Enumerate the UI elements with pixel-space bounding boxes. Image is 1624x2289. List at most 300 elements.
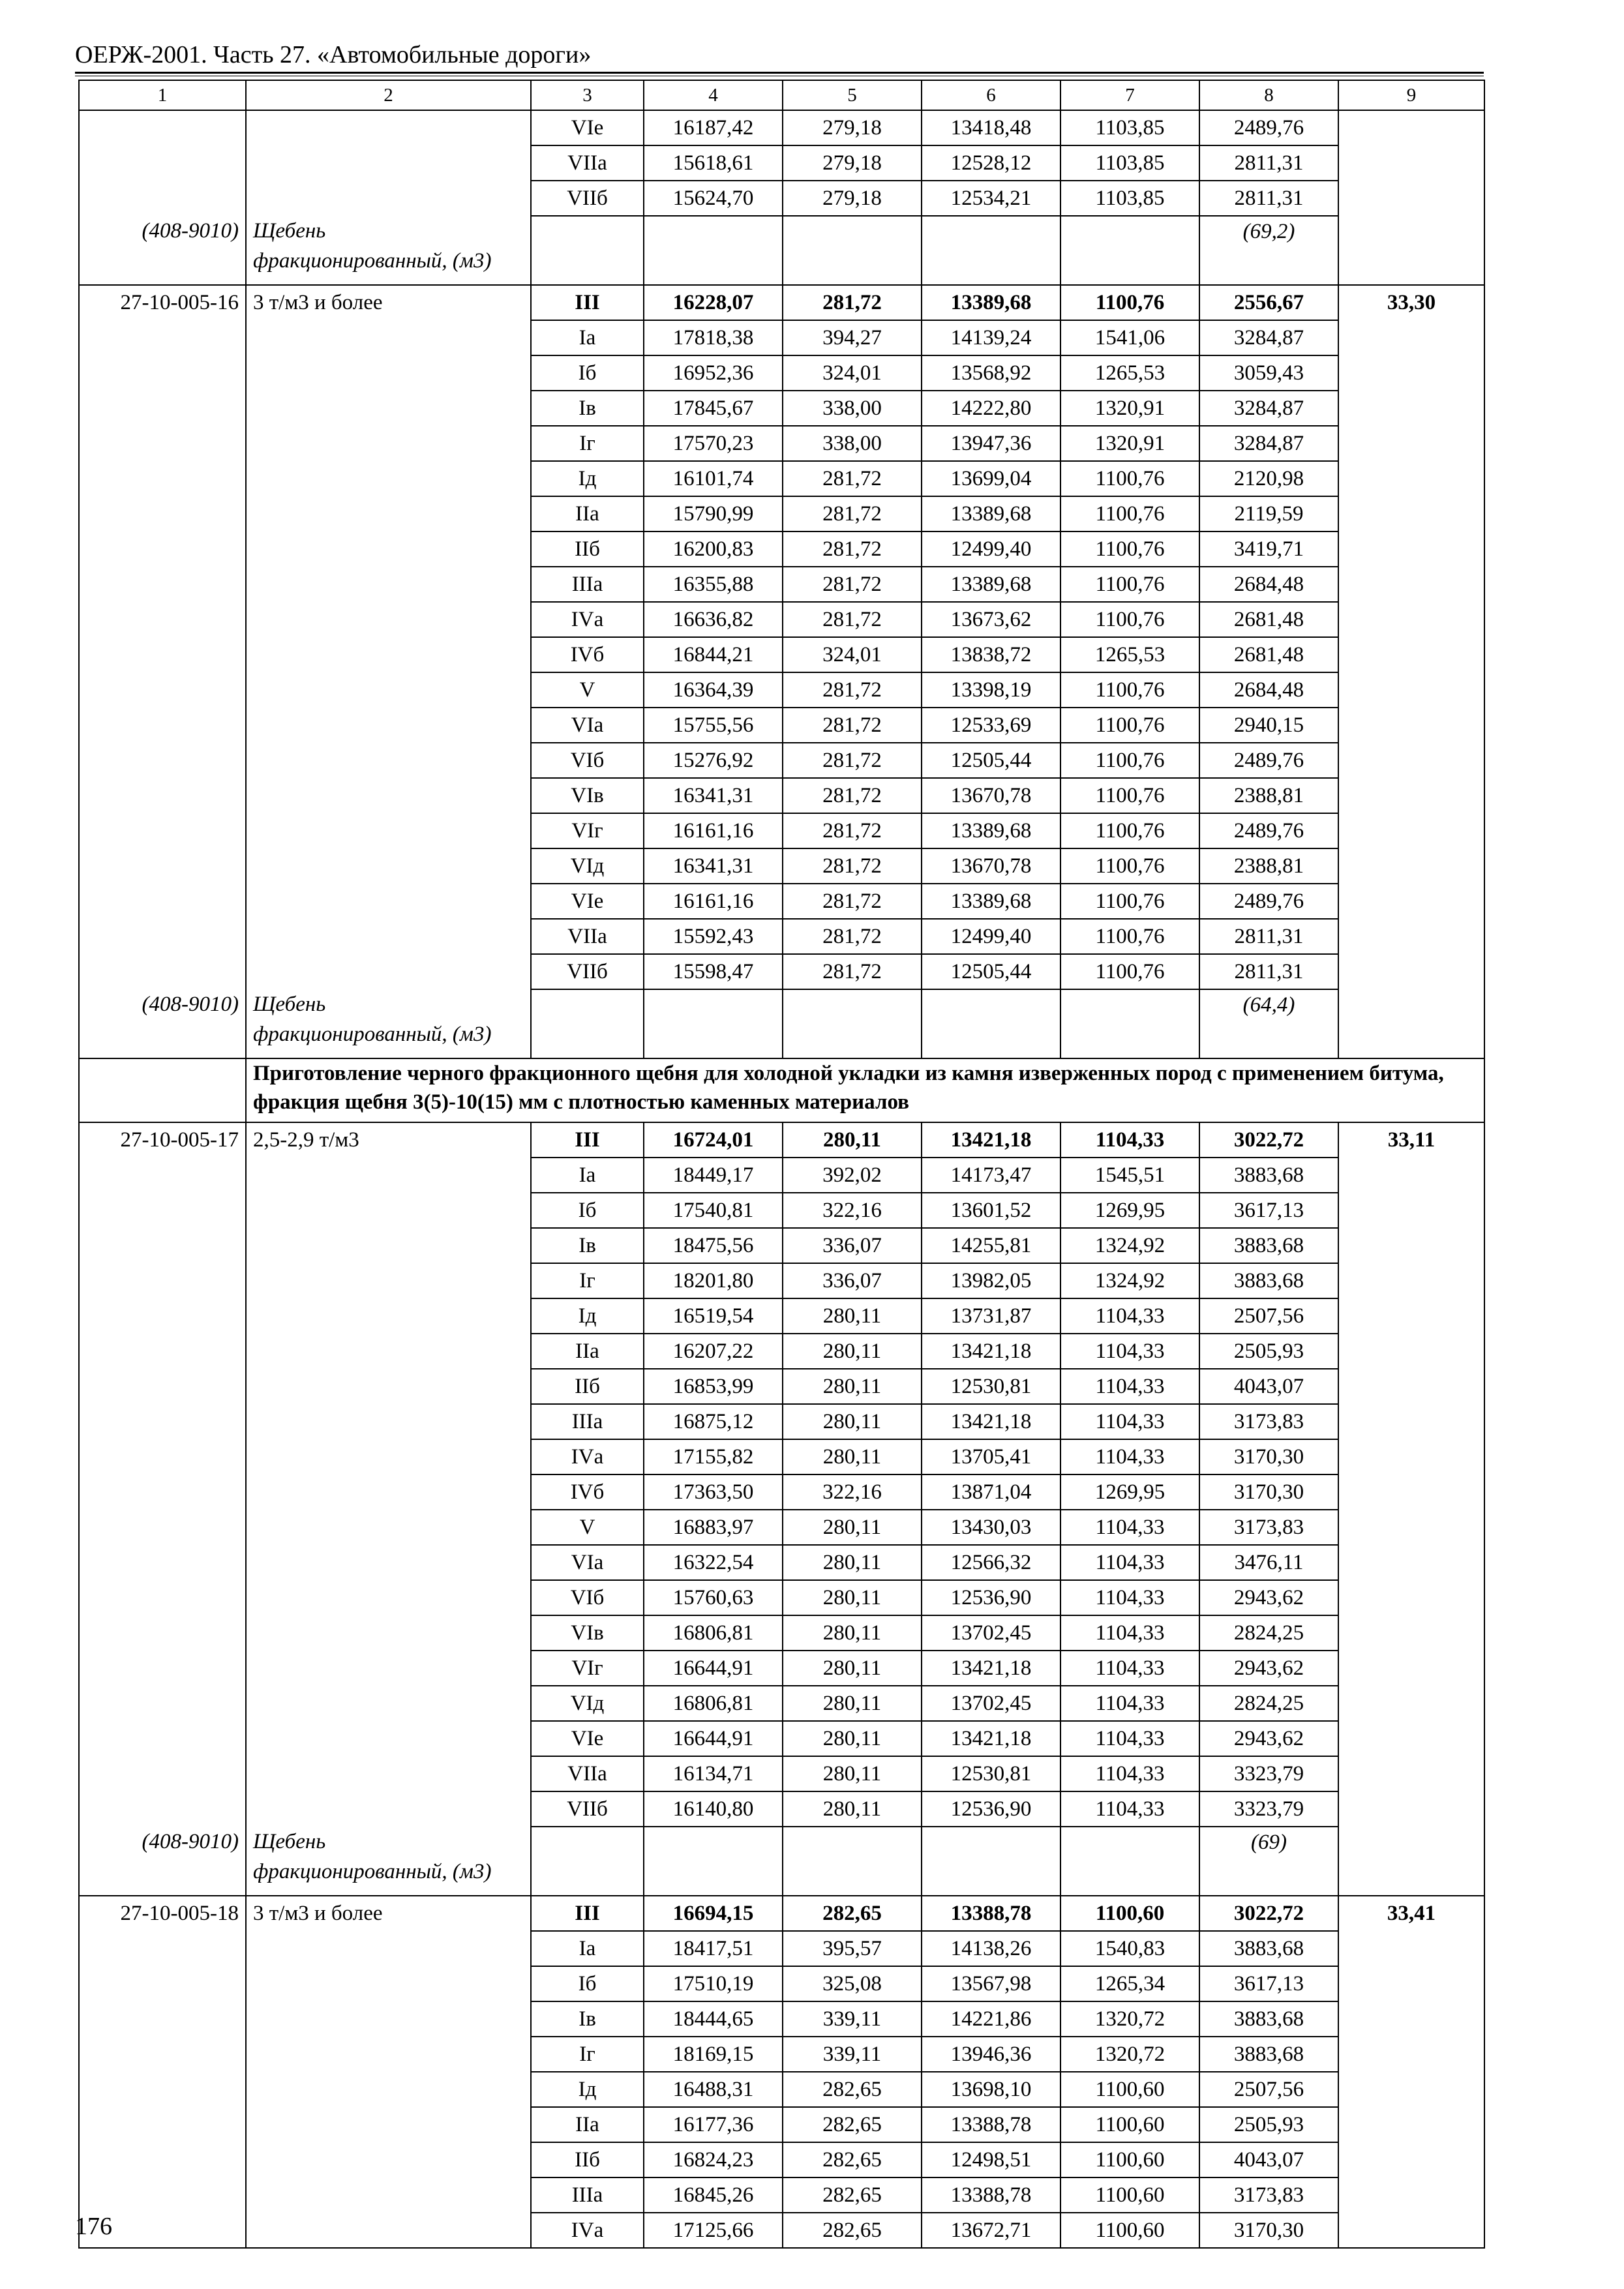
material-cost: 3022,72 [1199,1896,1338,1931]
empty-cell [246,2142,531,2177]
labor-hours: 33,30 [1338,285,1484,320]
column-number: 2 [246,80,531,110]
table-row [79,954,1484,989]
table-row [79,778,1484,813]
rates-table [78,80,1485,2249]
empty-cell [79,2001,246,2037]
total-cost: 15276,92 [644,743,783,778]
empty-cell [79,1058,246,1122]
machine-cost: 13421,18 [922,1721,1060,1756]
empty-cell [246,1651,531,1686]
material-cost: 3170,30 [1199,2213,1338,2248]
zone: Iб [531,1193,644,1228]
total-cost: 18444,65 [644,2001,783,2037]
zone: IIIа [531,567,644,602]
rate-description [246,110,531,145]
labor-cost: 280,11 [783,1122,922,1158]
zone: IIа [531,1334,644,1369]
table-row [79,2142,1484,2177]
table-row [79,1193,1484,1228]
empty-cell [1338,1404,1484,1439]
empty-cell [1338,1931,1484,1966]
empty-cell [79,1931,246,1966]
operator-wages: 1265,53 [1060,355,1199,391]
labor-cost: 281,72 [783,567,922,602]
total-cost: 16883,97 [644,1510,783,1545]
empty-cell [79,954,246,989]
empty-cell [1338,1686,1484,1721]
empty-cell [246,1439,531,1474]
table-row [79,672,1484,708]
table-row [79,1439,1484,1474]
empty-cell [1338,778,1484,813]
total-cost: 15624,70 [644,181,783,216]
rate-code: 27-10-005-18 [79,1896,246,1931]
empty-cell [246,2001,531,2037]
labor-cost: 336,07 [783,1263,922,1298]
material-cost: 2681,48 [1199,602,1338,637]
column-number: 4 [644,80,783,110]
table-row [79,1791,1484,1827]
total-cost: 16207,22 [644,1334,783,1369]
table-row [79,2072,1484,2107]
machine-cost: 13699,04 [922,461,1060,496]
table-row [79,355,1484,391]
empty-cell [246,637,531,672]
machine-cost: 12530,81 [922,1369,1060,1404]
operator-wages: 1269,95 [1060,1193,1199,1228]
operator-wages: 1104,33 [1060,1298,1199,1334]
machine-cost: 13947,36 [922,426,1060,461]
material-cost: 2507,56 [1199,1298,1338,1334]
operator-wages: 1104,33 [1060,1721,1199,1756]
operator-wages: 1100,60 [1060,2142,1199,2177]
empty-cell [79,1404,246,1439]
zone: Iг [531,1263,644,1298]
labor-cost: 282,65 [783,2213,922,2248]
zone: Iд [531,2072,644,2107]
zone: VIIб [531,1791,644,1827]
total-cost: 16636,82 [644,602,783,637]
empty-cell [79,320,246,355]
table-row [79,110,1484,145]
rate-code: 27-10-005-17 [79,1122,246,1158]
resource-row [79,1827,1484,1896]
page-header: ОЕРЖ-2001. Часть 27. «Автомобильные дороги» [75,41,592,68]
material-cost: 3419,71 [1199,531,1338,567]
resource-row [79,989,1484,1058]
empty-cell [1060,989,1199,1058]
machine-cost: 13698,10 [922,2072,1060,2107]
zone: VIд [531,848,644,884]
operator-wages: 1104,33 [1060,1580,1199,1615]
labor-cost: 280,11 [783,1615,922,1651]
empty-cell [1338,954,1484,989]
empty-cell [783,216,922,285]
empty-cell [1338,2001,1484,2037]
empty-cell [1338,2037,1484,2072]
empty-cell [79,2037,246,2072]
empty-cell [1338,989,1484,1058]
machine-cost: 12534,21 [922,181,1060,216]
table-row [79,1580,1484,1615]
table-row [79,1404,1484,1439]
empty-cell [246,2107,531,2142]
empty-cell [246,1510,531,1545]
empty-cell [1338,1334,1484,1369]
empty-cell [79,426,246,461]
empty-cell [246,391,531,426]
empty-cell [79,1193,246,1228]
machine-cost: 13568,92 [922,355,1060,391]
table-row [79,1334,1484,1369]
labor-cost: 281,72 [783,496,922,531]
total-cost: 17510,19 [644,1966,783,2001]
total-cost: 18201,80 [644,1263,783,1298]
operator-wages: 1269,95 [1060,1474,1199,1510]
empty-cell [1338,1651,1484,1686]
empty-cell [1338,637,1484,672]
resource-name: Щебень фракционированный, (м3) [246,216,531,285]
total-cost: 16187,42 [644,110,783,145]
zone: Iа [531,320,644,355]
empty-cell [246,848,531,884]
table-row [79,1298,1484,1334]
table-row [79,2213,1484,2248]
table-row [79,1369,1484,1404]
empty-cell [246,145,531,181]
empty-cell [246,2213,531,2248]
operator-wages: 1100,76 [1060,743,1199,778]
empty-cell [1338,531,1484,567]
empty-cell [246,1193,531,1228]
table-row [79,884,1484,919]
empty-cell [79,1686,246,1721]
empty-cell [246,813,531,848]
labor-cost: 281,72 [783,919,922,954]
empty-cell [1338,567,1484,602]
table-row [79,1228,1484,1263]
labor-cost: 281,72 [783,884,922,919]
operator-wages: 1100,76 [1060,884,1199,919]
machine-cost: 13672,71 [922,2213,1060,2248]
material-cost: 3617,13 [1199,1193,1338,1228]
material-cost: 2943,62 [1199,1651,1338,1686]
labor-cost: 282,65 [783,2177,922,2213]
machine-cost: 12498,51 [922,2142,1060,2177]
material-cost: 3173,83 [1199,1510,1338,1545]
operator-wages: 1104,33 [1060,1404,1199,1439]
machine-cost: 12566,32 [922,1545,1060,1580]
empty-cell [246,1474,531,1510]
empty-cell [246,1545,531,1580]
material-cost: 3476,11 [1199,1545,1338,1580]
material-cost: 3170,30 [1199,1439,1338,1474]
empty-cell [1338,602,1484,637]
zone: VIIа [531,1756,644,1791]
labor-cost: 282,65 [783,2107,922,2142]
table-row [79,391,1484,426]
empty-cell [246,1756,531,1791]
empty-cell [1338,1228,1484,1263]
zone: Iа [531,1931,644,1966]
machine-cost: 14173,47 [922,1158,1060,1193]
table-row [79,1510,1484,1545]
table-row [79,1686,1484,1721]
empty-cell [246,1931,531,1966]
zone: IVа [531,1439,644,1474]
labor-cost: 281,72 [783,743,922,778]
table-row [79,813,1484,848]
operator-wages: 1324,92 [1060,1228,1199,1263]
machine-cost: 12499,40 [922,531,1060,567]
empty-cell [1338,391,1484,426]
zone: VIе [531,110,644,145]
total-cost: 17818,38 [644,320,783,355]
empty-cell [246,1580,531,1615]
material-cost: 3883,68 [1199,2001,1338,2037]
operator-wages: 1100,76 [1060,567,1199,602]
empty-cell [246,1966,531,2001]
labor-cost: 280,11 [783,1334,922,1369]
table-row [79,496,1484,531]
empty-cell [246,531,531,567]
material-cost: 2811,31 [1199,145,1338,181]
table-row [79,1931,1484,1966]
machine-cost: 13838,72 [922,637,1060,672]
empty-cell [644,989,783,1058]
labor-hours: 33,41 [1338,1896,1484,1931]
machine-cost: 12528,12 [922,145,1060,181]
zone: Iв [531,391,644,426]
section-title-row [79,1058,1484,1122]
empty-cell [246,1158,531,1193]
empty-cell [79,1756,246,1791]
resource-code: (408-9010) [79,216,246,285]
zone: VIа [531,1545,644,1580]
zone: III [531,285,644,320]
material-cost: 2556,67 [1199,285,1338,320]
labor-cost: 339,11 [783,2037,922,2072]
empty-cell [246,602,531,637]
empty-cell [644,216,783,285]
zone: IVб [531,637,644,672]
machine-cost: 13705,41 [922,1439,1060,1474]
total-cost: 15760,63 [644,1580,783,1615]
total-cost: 16101,74 [644,461,783,496]
table-row [79,1122,1484,1158]
empty-cell [79,181,246,216]
machine-cost: 13982,05 [922,1263,1060,1298]
zone: VIв [531,1615,644,1651]
table-row [79,2001,1484,2037]
zone: Iв [531,2001,644,2037]
machine-cost: 13389,68 [922,496,1060,531]
labor-cost: 279,18 [783,110,922,145]
empty-cell [79,919,246,954]
operator-wages: 1545,51 [1060,1158,1199,1193]
material-cost: 2489,76 [1199,743,1338,778]
empty-cell [79,145,246,181]
total-cost: 17540,81 [644,1193,783,1228]
material-cost: 3883,68 [1199,1263,1338,1298]
operator-wages: 1100,76 [1060,848,1199,884]
machine-cost: 13388,78 [922,2177,1060,2213]
rate-code [79,110,246,145]
empty-cell [1338,1827,1484,1896]
empty-cell [1338,813,1484,848]
empty-cell [246,884,531,919]
empty-cell [1338,320,1484,355]
table-row [79,637,1484,672]
machine-cost: 14221,86 [922,2001,1060,2037]
empty-cell [246,2037,531,2072]
table-row [79,320,1484,355]
table-row [79,1545,1484,1580]
operator-wages: 1320,91 [1060,391,1199,426]
material-cost: 3883,68 [1199,1158,1338,1193]
total-cost: 16806,81 [644,1686,783,1721]
empty-cell [246,778,531,813]
empty-cell [246,2177,531,2213]
operator-wages: 1104,33 [1060,1651,1199,1686]
operator-wages: 1100,60 [1060,2107,1199,2142]
labor-cost: 280,11 [783,1580,922,1615]
total-cost: 16134,71 [644,1756,783,1791]
table-row [79,1158,1484,1193]
table-row [79,1651,1484,1686]
operator-wages: 1100,60 [1060,2177,1199,2213]
column-number: 8 [1199,80,1338,110]
labor-cost: 338,00 [783,391,922,426]
labor-cost: 282,65 [783,2142,922,2177]
labor-cost: 339,11 [783,2001,922,2037]
material-cost: 2811,31 [1199,919,1338,954]
table-row [79,848,1484,884]
machine-cost: 13673,62 [922,602,1060,637]
empty-cell [79,1580,246,1615]
labor-cost: 336,07 [783,1228,922,1263]
total-cost: 16341,31 [644,848,783,884]
empty-cell [1338,848,1484,884]
labor-cost: 281,72 [783,531,922,567]
machine-cost: 13702,45 [922,1615,1060,1651]
table-row [79,602,1484,637]
empty-cell [783,1827,922,1896]
table-row [79,461,1484,496]
total-cost: 18169,15 [644,2037,783,2072]
labor-cost: 280,11 [783,1686,922,1721]
empty-cell [79,1158,246,1193]
material-cost: 4043,07 [1199,1369,1338,1404]
table-row [79,285,1484,320]
material-cost: 3022,72 [1199,1122,1338,1158]
resource-code: (408-9010) [79,1827,246,1896]
material-cost: 2943,62 [1199,1580,1338,1615]
total-cost: 15618,61 [644,145,783,181]
empty-cell [1338,216,1484,285]
empty-cell [79,1228,246,1263]
zone: VIд [531,1686,644,1721]
rate-description: 3 т/м3 и более [246,285,531,320]
empty-cell [922,216,1060,285]
labor-cost: 281,72 [783,672,922,708]
column-number: 1 [79,80,246,110]
empty-cell [246,496,531,531]
empty-cell [1060,1827,1199,1896]
zone: III [531,1896,644,1931]
machine-cost: 14222,80 [922,391,1060,426]
empty-cell [79,1651,246,1686]
zone: Iб [531,355,644,391]
operator-wages: 1324,92 [1060,1263,1199,1298]
material-cost: 2684,48 [1199,672,1338,708]
total-cost: 18475,56 [644,1228,783,1263]
zone: Iв [531,1228,644,1263]
total-cost: 16694,15 [644,1896,783,1931]
operator-wages: 1100,76 [1060,778,1199,813]
operator-wages: 1320,72 [1060,2001,1199,2037]
empty-cell [246,919,531,954]
labor-cost: 280,11 [783,1791,922,1827]
empty-cell [1338,2072,1484,2107]
machine-cost: 13601,52 [922,1193,1060,1228]
empty-cell [531,989,644,1058]
table-row [79,708,1484,743]
machine-cost: 13389,68 [922,567,1060,602]
material-cost: 2120,98 [1199,461,1338,496]
zone: IIIа [531,2177,644,2213]
table-row [79,743,1484,778]
rate-code: 27-10-005-16 [79,285,246,320]
material-cost: 2505,93 [1199,1334,1338,1369]
operator-wages: 1265,34 [1060,1966,1199,2001]
labor-cost: 325,08 [783,1966,922,2001]
empty-cell [79,461,246,496]
operator-wages: 1103,85 [1060,181,1199,216]
material-cost: 3323,79 [1199,1756,1338,1791]
material-cost: 2489,76 [1199,884,1338,919]
empty-cell [79,848,246,884]
labor-cost: 395,57 [783,1931,922,1966]
material-cost: 2489,76 [1199,813,1338,848]
empty-cell [246,1334,531,1369]
empty-cell [922,989,1060,1058]
column-number: 6 [922,80,1060,110]
empty-cell [644,1827,783,1896]
zone: V [531,1510,644,1545]
material-cost: 2388,81 [1199,778,1338,813]
zone: IVа [531,2213,644,2248]
operator-wages: 1100,60 [1060,2213,1199,2248]
machine-cost: 12530,81 [922,1756,1060,1791]
empty-cell [79,2107,246,2142]
table-row [79,1896,1484,1931]
machine-cost: 12505,44 [922,743,1060,778]
empty-cell [1338,672,1484,708]
labor-cost: 394,27 [783,320,922,355]
machine-cost: 13871,04 [922,1474,1060,1510]
material-cost: 3617,13 [1199,1966,1338,2001]
total-cost: 16161,16 [644,813,783,848]
empty-cell [79,1439,246,1474]
zone: Iг [531,2037,644,2072]
zone: VIIб [531,954,644,989]
labor-cost: 338,00 [783,426,922,461]
machine-cost: 12533,69 [922,708,1060,743]
zone: VIв [531,778,644,813]
empty-cell [1338,2177,1484,2213]
